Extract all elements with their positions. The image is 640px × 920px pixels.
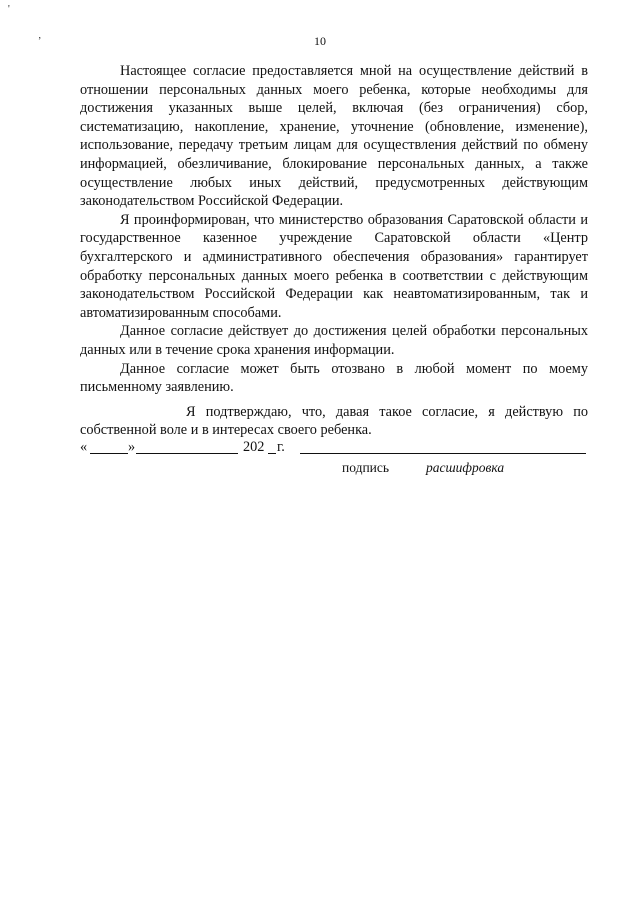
paragraph-consent-scope: Настоящее согласие предоставляется мной на осуществление действий в отношении персональных данных моего ребенка, которые необходимы для достижения указанных выше целей, включая (без ограничения) сбор, систематизацию, накопление, хранение, уточнение (обновление, изменение), использование, передачу третьим лицам для осуществления действий по обмену информацией, обезличивание, блокирование персональных данных, а также осуществление любых иных действий, предусмотренных действующим законодательством Российской Федерации.: [80, 63, 588, 210]
consent-body: [80, 62, 588, 440]
margin-mark: ’: [38, 36, 42, 47]
paragraph-validity: Данное согласие действует до достижения целей обработки персональных данных или в течение срока хранения информации.: [80, 323, 588, 358]
signature-caption: подпись: [342, 460, 390, 475]
transcript-caption: расшифровка: [426, 460, 505, 475]
year-suffix: г.: [277, 439, 285, 455]
paragraph-revocation: Данное согласие может быть отозвано в любой момент по моему письменному заявлению.: [80, 360, 588, 396]
month-blank: [136, 453, 238, 454]
page-number: 10: [314, 34, 326, 48]
signature-blank: [300, 453, 586, 454]
year-prefix: 202: [243, 439, 265, 455]
paragraph-informed: Я проинформирован, что министерство образования Саратовской области и государственное казенное учреждение Саратовской области «Центр бухгалтерского и административного обеспечения образования» гарантирует обработку персональных данных моего ребенка в соответствии с действующим законодательством Российской Федерации как неавтоматизированным, так и автоматизированным способами.: [80, 211, 588, 321]
date-close-quote: »: [128, 439, 136, 455]
margin-mark: ': [8, 4, 10, 15]
signature-date-line: [80, 438, 588, 458]
day-blank: [90, 453, 128, 454]
paragraph-confirmation: Я подтверждаю, что, давая такое согласие, я действую по собственной воле и в интересах своего ребенка.: [80, 403, 588, 439]
year-blank: [268, 453, 276, 454]
date-open-quote: «: [80, 439, 88, 455]
